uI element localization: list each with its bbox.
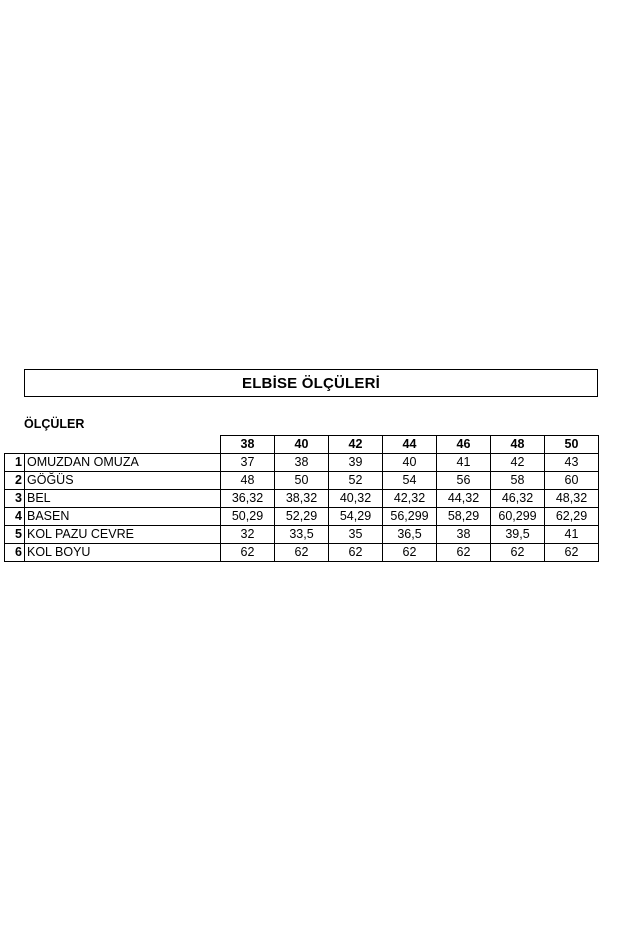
measurement-value: 58,29 <box>437 508 491 526</box>
table-row <box>5 544 599 562</box>
row-number: 3 <box>5 490 25 508</box>
measurement-value: 62 <box>437 544 491 562</box>
measurement-value: 62 <box>491 544 545 562</box>
measurement-value: 38 <box>437 526 491 544</box>
measurement-name: KOL PAZU CEVRE <box>25 526 221 544</box>
table-row <box>5 490 599 508</box>
measurement-value: 62 <box>221 544 275 562</box>
size-header-cell: 48 <box>491 436 545 454</box>
title-box <box>24 369 598 397</box>
measurement-name: OMUZDAN OMUZA <box>25 454 221 472</box>
table-row <box>5 454 599 472</box>
size-header-row <box>5 436 599 454</box>
row-number: 1 <box>5 454 25 472</box>
size-header-cell: 44 <box>383 436 437 454</box>
measurement-value: 42,32 <box>383 490 437 508</box>
row-number: 4 <box>5 508 25 526</box>
size-header-cell: 40 <box>275 436 329 454</box>
measurement-name: BEL <box>25 490 221 508</box>
table-row <box>5 526 599 544</box>
measurement-value: 43 <box>545 454 599 472</box>
measurement-name: GÖĞÜS <box>25 472 221 490</box>
measurement-value: 48,32 <box>545 490 599 508</box>
measurement-value: 48 <box>221 472 275 490</box>
measurement-value: 40 <box>383 454 437 472</box>
measurement-value: 39 <box>329 454 383 472</box>
measurement-value: 50,29 <box>221 508 275 526</box>
table-row <box>5 508 599 526</box>
measurement-value: 62 <box>383 544 437 562</box>
measurement-value: 32 <box>221 526 275 544</box>
measurement-value: 42 <box>491 454 545 472</box>
measurement-value: 36,32 <box>221 490 275 508</box>
measurement-value: 58 <box>491 472 545 490</box>
measurement-name: KOL BOYU <box>25 544 221 562</box>
header-blank-num <box>5 436 25 454</box>
measurement-value: 62 <box>545 544 599 562</box>
measurement-value: 54,29 <box>329 508 383 526</box>
measurement-name: BASEN <box>25 508 221 526</box>
measurement-value: 35 <box>329 526 383 544</box>
size-header-cell: 42 <box>329 436 383 454</box>
measurement-value: 33,5 <box>275 526 329 544</box>
measurement-value: 54 <box>383 472 437 490</box>
row-number: 6 <box>5 544 25 562</box>
size-header-cell: 46 <box>437 436 491 454</box>
row-number: 2 <box>5 472 25 490</box>
size-header-cell: 50 <box>545 436 599 454</box>
page-title: ELBİSE ÖLÇÜLERİ <box>241 374 380 392</box>
measurement-value: 50 <box>275 472 329 490</box>
measurement-value: 41 <box>437 454 491 472</box>
measurement-value: 40,32 <box>329 490 383 508</box>
measurement-value: 52,29 <box>275 508 329 526</box>
measurement-value: 60,299 <box>491 508 545 526</box>
measurement-value: 38 <box>275 454 329 472</box>
measurement-value: 52 <box>329 472 383 490</box>
measurement-value: 56 <box>437 472 491 490</box>
table-row <box>5 472 599 490</box>
measurement-value: 41 <box>545 526 599 544</box>
measurement-value: 37 <box>221 454 275 472</box>
measurement-value: 38,32 <box>275 490 329 508</box>
measurement-value: 56,299 <box>383 508 437 526</box>
measurement-value: 62,29 <box>545 508 599 526</box>
header-blank-name <box>25 436 221 454</box>
measurement-value: 62 <box>275 544 329 562</box>
size-header-cell: 38 <box>221 436 275 454</box>
measurement-value: 39,5 <box>491 526 545 544</box>
measurement-value: 46,32 <box>491 490 545 508</box>
row-number: 5 <box>5 526 25 544</box>
measurement-value: 36,5 <box>383 526 437 544</box>
measurement-value: 60 <box>545 472 599 490</box>
measurement-value: 44,32 <box>437 490 491 508</box>
measurement-value: 62 <box>329 544 383 562</box>
size-chart-table <box>4 435 599 562</box>
section-label: ÖLÇÜLER <box>24 417 85 431</box>
